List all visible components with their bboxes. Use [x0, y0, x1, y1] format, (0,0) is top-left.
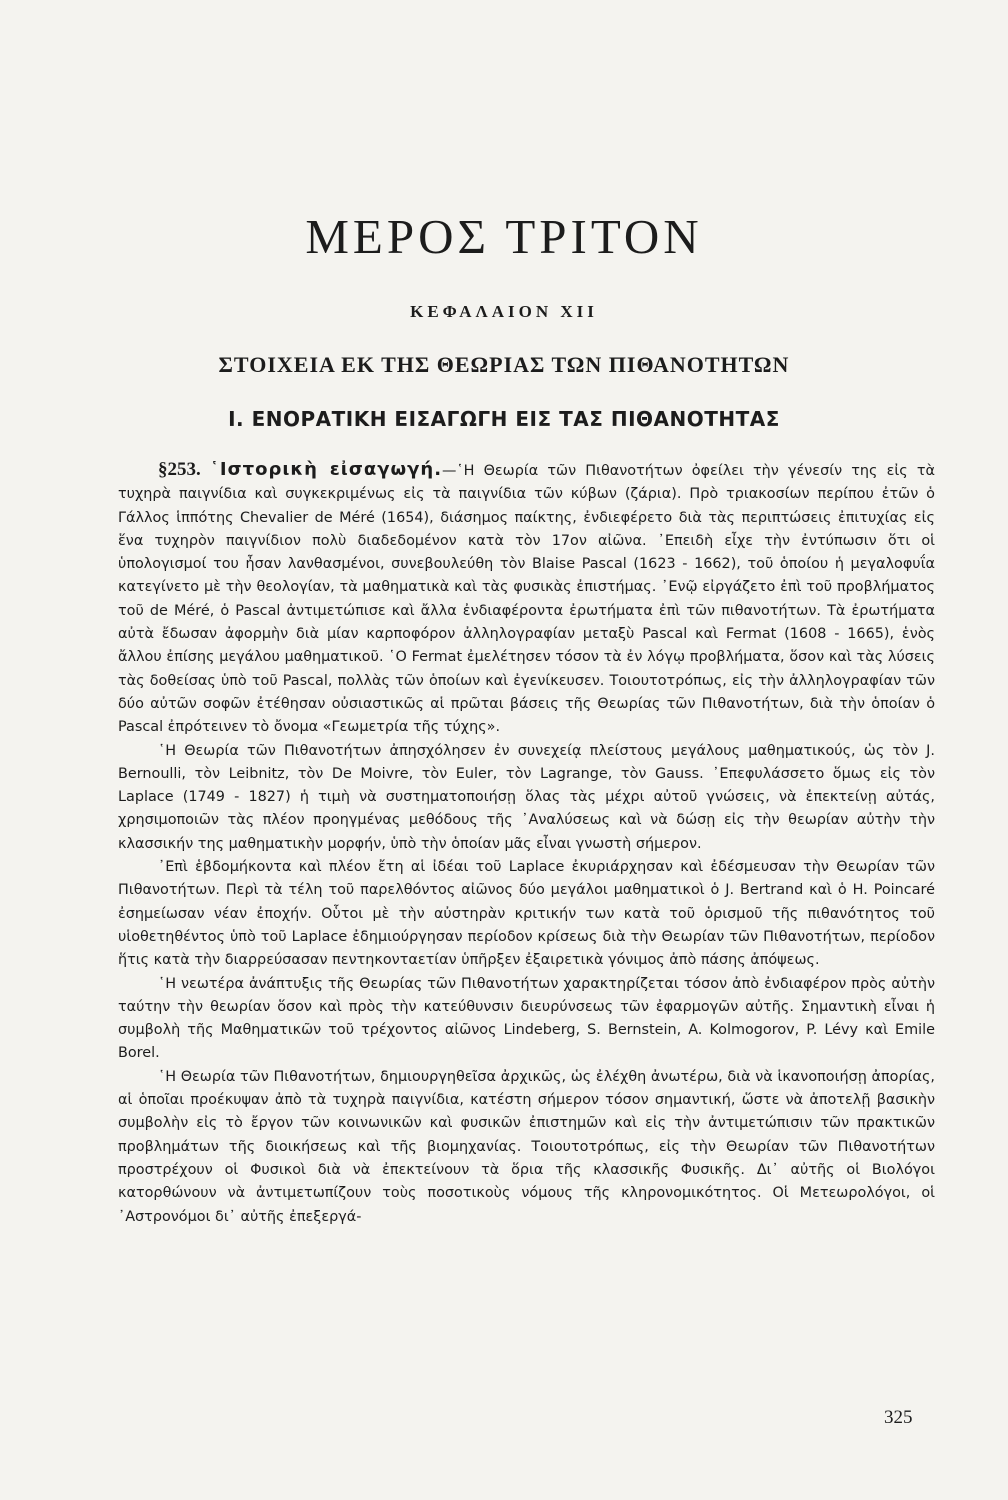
part-title: ΜΕΡΟΣ ΤΡΙΤΟΝ [305, 209, 703, 264]
chapter-label: ΚΕΦΑΛΑΙΟΝ XII [410, 302, 598, 321]
chapter-title: ΣΤΟΙΧΕΙΑ ΕΚ ΤΗΣ ΘΕΩΡΙΑΣ ΤΩΝ ΠΙΘΑΝΟΤΗΤΩΝ [218, 352, 790, 377]
paragraph-heading: ῾Ιστορικὴ εἰσαγωγή. [209, 459, 443, 480]
paragraph-number: §253. [158, 459, 201, 480]
page-number: 325 [884, 1407, 913, 1428]
paragraph-1 [118, 458, 935, 740]
paragraph-4: ῾Η νεωτέρα ἀνάπτυξις τῆς Θεωρίας τῶν Πιθανοτήτων χαρακτηρίζεται τόσον ἀπὸ ἐνδιαφέρον πρὸς αὐτὴν ταύτην τὴν θεωρίαν ὅσον καὶ πρὸς τὴν κατεύθυνσιν διευρύνσεως τῶν ἐφαρμογῶν αὐτῆς. Σημαντικὴ εἶναι ἡ συμβολὴ τῆς Μαθηματικῶν τοῦ τρέχοντος αἰῶνος Lindeberg, S. Bernstein, A. Kolmogorov, P. Lévy καὶ Emile Borel. [118, 975, 935, 1062]
section-title: Ι. ΕΝΟΡΑΤΙΚΗ ΕΙΣΑΓΩΓΗ ΕΙΣ ΤΑΣ ΠΙΘΑΝΟΤΗΤΑΣ [228, 407, 780, 431]
paragraph-text: —῾Η Θεωρία τῶν Πιθανοτήτων ὀφείλει τὴν γένεσίν της εἰς τὰ τυχηρὰ παιγνίδια καὶ συγκεκριμένως εἰς τὰ παιγνίδια τῶν κύβων (ζάρια). Πρὸ τριακοσίων περίπου ἐτῶν ὁ Γάλλος ἱππότης Chevalier de Méré (1654), διάσημος παίκτης, ἐνδιεφέρετο διὰ τὰς περιπτώσεις ἐπιτυχίας εἰς ἕνα τυχηρὸν παιγνίδιον πολὺ διαδεδομένον κατὰ τὸν 17ον αἰῶνα. ᾿Επειδὴ εἶχε τὴν ἐντύπωσιν ὅτι οἱ ὑπολογισμοί του ἦσαν λανθασμένοι, συνεβουλεύθη τὸν Blaise Pascal (1623 - 1662), τοῦ ὁποίου ἡ μεγαλοφυΐα κατεγίνετο μὲ τὴν θεολογίαν, τὰ μαθηματικὰ καὶ τὰς φυσικὰς ἐπιστήμας. ᾿Ενῷ εἰργάζετο ἐπὶ τοῦ προβλήματος τοῦ de Méré, ὁ Pascal ἀντιμετώπισε καὶ ἄλλα ἐνδιαφέροντα ἐρωτήματα ἐπὶ τῶν πιθανοτήτων. Τὰ ἐρωτήματα αὐτὰ ἔδωσαν ἀφορμὴν διὰ μίαν καρποφόρον ἀλληλογραφίαν μεταξὺ Pascal καὶ Fermat (1608 - 1665), ἑνὸς ἄλλου ἐπίσης μεγάλου μαθηματικοῦ. ῾Ο Fermat ἐμελέτησεν τόσον τὰ ἐν λόγῳ προβλήματα, ὅσον καὶ τὰς λύσεις τὰς δοθείσας ὑπὸ τοῦ Pascal, πολλὰς τῶν ὁποίων καὶ ἐγενίκευσεν. Τοιουτοτρόπως, εἰς τὴν ἀλληλογραφίαν τῶν δύο αὐτῶν σοφῶν ἐτέθησαν οὐσιαστικῶς αἱ πρῶται βάσεις τῆς Θεωρίας τῶν Πιθανοτήτων, διὰ τὴν ὁποίαν ὁ Pascal ἐπρότεινεν τὸ ὄνομα «Γεωμετρία τῆς τύχης». [118, 463, 935, 736]
body-text [118, 458, 935, 1229]
paragraph-5: ῾Η Θεωρία τῶν Πιθανοτήτων, δημιουργηθεῖσα ἀρχικῶς, ὡς ἐλέχθη ἀνωτέρω, διὰ νὰ ἱκανοποιήσῃ ἀπορίας, αἱ ὁποῖαι προέκυψαν ἀπὸ τὰ τυχηρὰ παιγνίδια, κατέστη σήμερον τόσον σημαντική, ὥστε νὰ ἀποτελῇ βασικὴν συμβολὴν εἰς τὸ ἔργον τῶν κοινωνικῶν καὶ φυσικῶν ἐπιστημῶν καὶ εἰς τὴν ἀντιμετώπισιν τῶν πρακτικῶν προβλημάτων τῆς διοικήσεως καὶ τῆς βιομηχανίας. Τοιουτοτρόπως, εἰς τὴν Θεωρίαν τῶν Πιθανοτήτων προστρέχουν οἱ Φυσικοὶ διὰ νὰ ἐπεκτείνουν τὰ ὅρια τῆς κλασσικῆς Φυσικῆς. Δι᾿ αὐτῆς οἱ Βιολόγοι κατορθώνουν νὰ ἀντιμετωπίζουν τοὺς ποσοτικοὺς νόμους τῆς κληρονομικότητος. Οἱ Μετεωρολόγοι, οἱ ᾿Αστρονόμοι δι᾿ αὐτῆς ἐπεξεργά- [118, 1068, 935, 1225]
paragraph-3: ᾿Επὶ ἑβδομήκοντα καὶ πλέον ἔτη αἱ ἰδέαι τοῦ Laplace ἐκυριάρχησαν καὶ ἐδέσμευσαν τὴν Θεωρίαν τῶν Πιθανοτήτων. Περὶ τὰ τέλη τοῦ παρελθόντος αἰῶνος δύο μεγάλοι μαθηματικοὶ ὁ J. Bertrand καὶ ὁ H. Poincaré ἐσημείωσαν νέαν ἐποχήν. Οὗτοι μὲ τὴν αὐστηρὰν κριτικήν των κατὰ τοῦ ὁρισμοῦ τῆς πιθανότητος τοῦ υἱοθετηθέντος ὑπὸ τοῦ Laplace ἐδημιούργησαν περίοδον κρίσεως διὰ τὴν Θεωρίαν τῶν Πιθανοτήτων, περίοδον ἥτις κατὰ τὴν διαρρεύσασαν πεντηκονταετίαν ὑπῆρξεν ἐξαιρετικὰ γόνιμος ἀπὸ πάσης ἀπόψεως. [118, 859, 935, 969]
paragraph-2: ῾Η Θεωρία τῶν Πιθανοτήτων ἀπησχόλησεν ἐν συνεχείᾳ πλείστους μεγάλους μαθηματικούς, ὡς τὸν J. Bernoulli, τὸν Leibnitz, τὸν De Moivre, τὸν Euler, τὸν Lagrange, τὸν Gauss. ᾿Επεφυλάσσετο ὅμως εἰς τὸν Laplace (1749 - 1827) ἡ τιμὴ νὰ συστηματοποιήσῃ ὅλας τὰς μέχρι αὐτοῦ γνώσεις, νὰ ἐπεκτείνῃ αὐτάς, χρησιμοποιῶν τὰς πλέον προηγμένας μεθόδους τῆς ᾿Αναλύσεως καὶ νὰ δώσῃ εἰς τὴν θεωρίαν αὐτὴν τὴν κλασσικήν της μαθηματικὴν μορφήν, ὑπὸ τὴν ὁποίαν μᾶς εἶναι γνωστὴ σήμερον. [118, 742, 935, 852]
